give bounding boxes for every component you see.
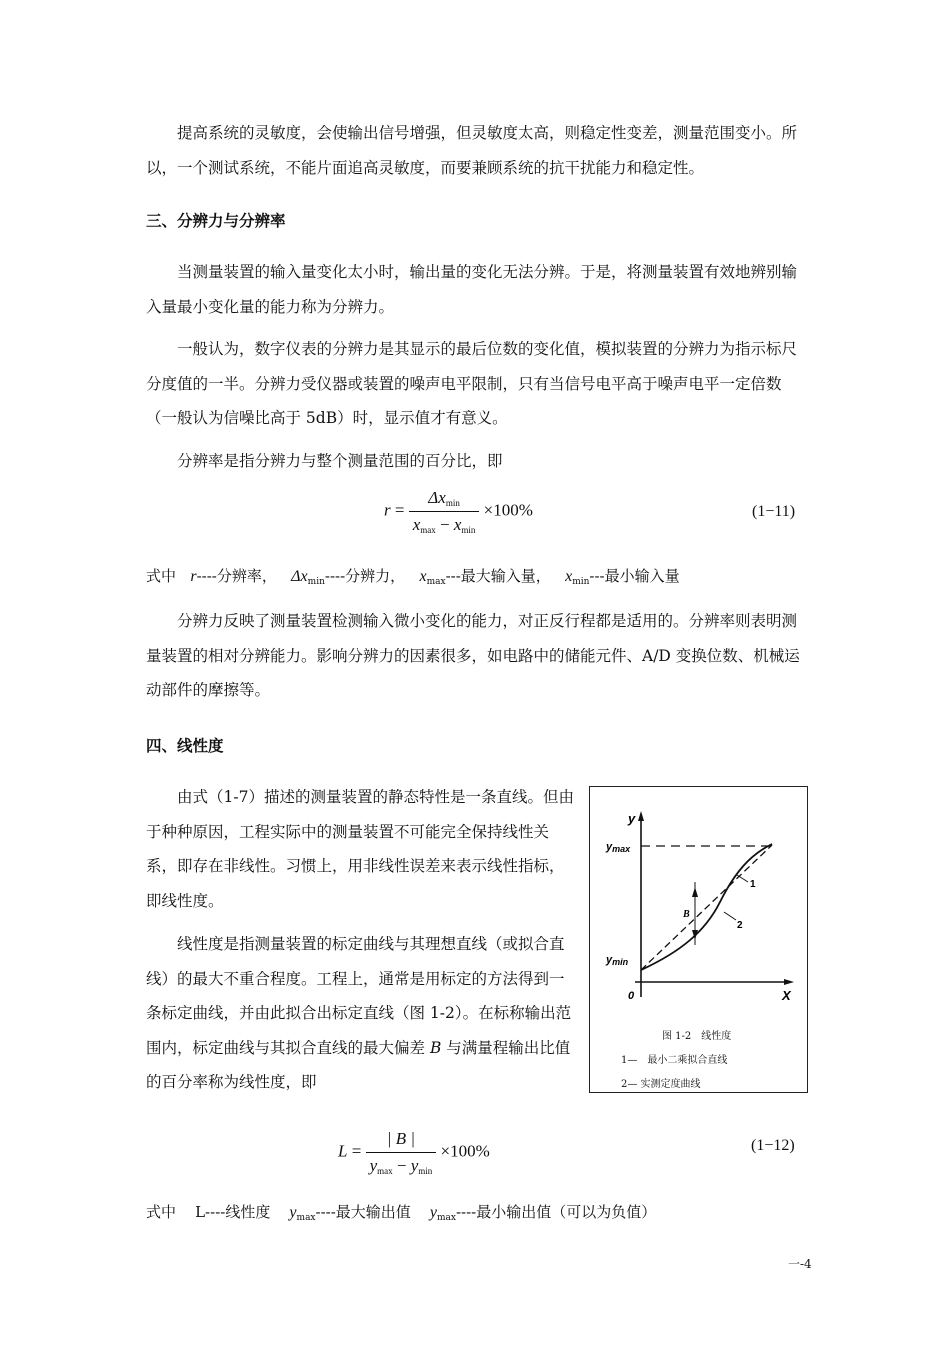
formula-numerator: $\Delta x_{min}$	[409, 488, 480, 512]
curve-label-1: 1	[750, 879, 756, 890]
equation-number-1-12: (1−12)	[751, 1137, 795, 1154]
formula-tail: ×100%	[440, 1141, 490, 1161]
section-heading-linearity: 四、线性度	[146, 736, 224, 755]
formula-linearity	[338, 1129, 490, 1176]
y-axis-arrow-icon	[638, 811, 644, 821]
resolution-paragraph-2: 一般认为，数字仪表的分辨力是其显示的最后位数的变化值，模拟装置的分辨力为指示标尺分度值的一半。分辨力受仪器或装置的噪声电平限制，只有当信号电平高于噪声电平一定倍数（一般认为信噪比高于 5dB）时，显示值才有意义。	[146, 340, 798, 427]
formula-numerator: | B |	[366, 1129, 437, 1153]
formula-equals: =	[394, 500, 405, 520]
x-axis-label: X	[782, 988, 791, 1003]
leader-line-2	[724, 912, 736, 920]
figure-linearity	[589, 786, 808, 1093]
formula-legend-linearity: 式中 L----线性度 $y_{max}----$最大输出值 $y_{max}----$最小输出值（可以为负值）	[146, 1203, 657, 1223]
formula-resolution-rate	[384, 488, 533, 535]
fitted-line-1	[641, 845, 772, 970]
figure-legend-2: 2— 实测定度曲线	[621, 1079, 701, 1090]
figure-legend-1: 1— 最小二乘拟合直线	[621, 1055, 728, 1066]
figure-caption: 图 1-2 线性度	[662, 1031, 732, 1042]
deviation-arrow-up-icon	[692, 887, 698, 897]
formula-tail: ×100%	[483, 500, 533, 520]
resolution-paragraph-1: 当测量装置的输入量变化太小时，输出量的变化无法分辨。于是，将测量装置有效地辨别输入量最小变化量的能力称为分辨力。	[146, 263, 798, 316]
resolution-paragraph-3: 分辨率是指分辨力与整个测量范围的百分比，即	[177, 452, 503, 470]
b-label: B	[683, 909, 690, 920]
linearity-paragraph-1: 由式（1-7）描述的测量装置的静态特性是一条直线。但由于种种原因，工程实际中的测量装置不可能完全保持线性关系，即存在非线性。习惯上，用非线性误差来表示线性指标，即线性度。	[146, 788, 574, 910]
linearity-plot	[590, 787, 809, 1094]
formula-lhs: L	[338, 1141, 348, 1161]
formula-equals: =	[351, 1141, 362, 1161]
ymax-label: ymax	[606, 841, 631, 854]
equation-number-1-11: (1−11)	[752, 503, 796, 520]
origin-label: 0	[628, 990, 635, 1002]
formula-denominator: $x_{max} - x_{min}$	[412, 515, 476, 535]
x-axis-arrow-icon	[784, 979, 794, 985]
page-number: 一-4	[788, 1257, 812, 1271]
linearity-paragraph-2: 线性度是指测量装置的标定曲线与其理想直线（或拟合直线）的最大不重合程度。工程上，通常是用标定的方法得到一条标定曲线，并由此拟合出标定直线（图 1-2）。在标称输出范围内，标定曲线与其拟合直线的最大偏差 B 与满量程输出比值的百分率称为线性度，即	[146, 935, 572, 1091]
formula-legend-resolution: 式中 r----分辨率， $\Delta x_{min}----$分辨力， $x_{max}---$最大输入量， $x_{min}---$最小输入量	[146, 567, 680, 587]
ymin-label: ymin	[606, 954, 629, 967]
intro-paragraph: 提高系统的灵敏度，会使输出信号增强，但灵敏度太高，则稳定性变差，测量范围变小。所以，一个测试系统，不能片面追高灵敏度，而要兼顾系统的抗干扰能力和稳定性。	[146, 124, 798, 177]
formula-fraction	[409, 488, 480, 535]
resolution-paragraph-4: 分辨力反映了测量装置检测输入微小变化的能力，对正反行程都是适用的。分辨率则表明测量装置的相对分辨能力。影响分辨力的因素很多，如电路中的储能元件、A/D 变换位数、机械运动部件的摩擦等。	[146, 612, 800, 699]
section-heading-resolution: 三、分辨力与分辨率	[146, 211, 286, 230]
curve-label-2: 2	[737, 920, 743, 931]
formula-fraction	[366, 1129, 437, 1176]
formula-denominator: $y_{max} - y_{min}$	[369, 1156, 433, 1176]
y-axis-label: y	[628, 811, 636, 826]
formula-lhs: r	[384, 500, 391, 520]
leader-line-1	[737, 875, 748, 882]
